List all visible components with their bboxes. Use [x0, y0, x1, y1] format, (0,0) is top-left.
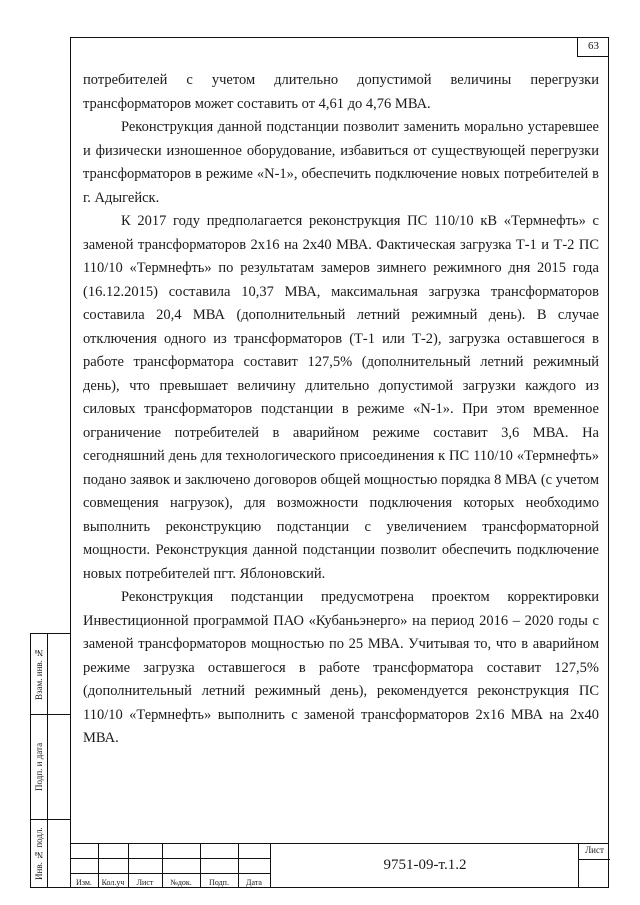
col-change: Изм.: [76, 878, 92, 887]
col-signature: Подп.: [209, 878, 229, 887]
binding-strip: [30, 633, 70, 888]
original-inventory-label: Инв. № подл.: [34, 827, 44, 881]
title-block: [70, 843, 609, 888]
sheet-label: Лист: [585, 845, 604, 855]
col-date: Дата: [246, 878, 262, 887]
paragraph-4: Реконструкция подстанции предусмотрена проектом корректировки Инвестиционной программой ПАО «Кубаньэнерго» на период 2016 – 2020 годы с заменой трансформаторов мощностью по 25 МВА. Учитывая то, что в аварийном режиме загрузка оставшегося в работе трансформатора составит 127,5% (дополнительный летний режимный день), рекомендуется реконструкция ПС 110/10 «Термнефть» выполнить с заменой трансформаторов 2х16 МВА на 2х40 МВА.: [83, 589, 599, 746]
col-doc-number: №док.: [170, 878, 192, 887]
paragraph-1: потребителей с учетом длительно допустимой величины перегрузки трансформаторов может составить от 4,61 до 4,76 МВА.: [83, 72, 599, 112]
document-number: 9751-09-т.1.2: [270, 843, 579, 888]
col-count: Кол.уч: [101, 878, 125, 887]
col-sheet: Лист: [136, 878, 154, 887]
signature-date-label: Подп. и дата: [34, 742, 44, 791]
replacement-inventory-label: Взам. инв. №: [34, 647, 44, 701]
page-number: 63: [577, 37, 609, 57]
revision-grid: [70, 843, 270, 888]
paragraph-2: Реконструкция данной подстанции позволит заменить морально устаревшее и физически изношенное оборудование, избавиться от существующей перегрузки трансформаторов в режиме «N-1», обеспечить подключение новых потребителей в г. Адыгейск.: [83, 119, 599, 206]
sheet-cell: [578, 843, 610, 888]
paragraph-3: К 2017 году предполагается реконструкция ПС 110/10 кВ «Термнефть» с заменой трансформаторов 2х16 на 2х40 МВА. Фактическая загрузка Т-1 и Т-2 ПС 110/10 «Термнефть» по результатам замеров зимнего режимного дня 2015 года (16.12.2015) составила 10,37 МВА, максимальная загрузка трансформаторов составила 20,4 МВА (дополнительный летний режимный день). В случае отключения одного из трансформаторов (Т-1 или Т-2), загрузка оставшегося в работе трансформатора составит 127,5% (дополнительный летний режимный день), что превышает величину длительно допустимой загрузки каждого из силовых трансформаторов подстанции в режиме «N-1». При этом временное ограничение потребителей в аварийном режиме составит 3,6 МВА. На сегодняшний день для технологического присоединения к ПС 110/10 «Термнефть» подано заявок и заключено договоров общей мощностью порядка 8 МВА (с учетом совмещения нагрузок), для возможности подключения которых необходимо выполнить реконструкцию подстанции с увеличением трансформаторной мощности. Реконструкция данной подстанции позволит обеспечить подключение новых потребителей пгт. Яблоновский.: [83, 213, 599, 582]
document-body: [83, 69, 599, 751]
